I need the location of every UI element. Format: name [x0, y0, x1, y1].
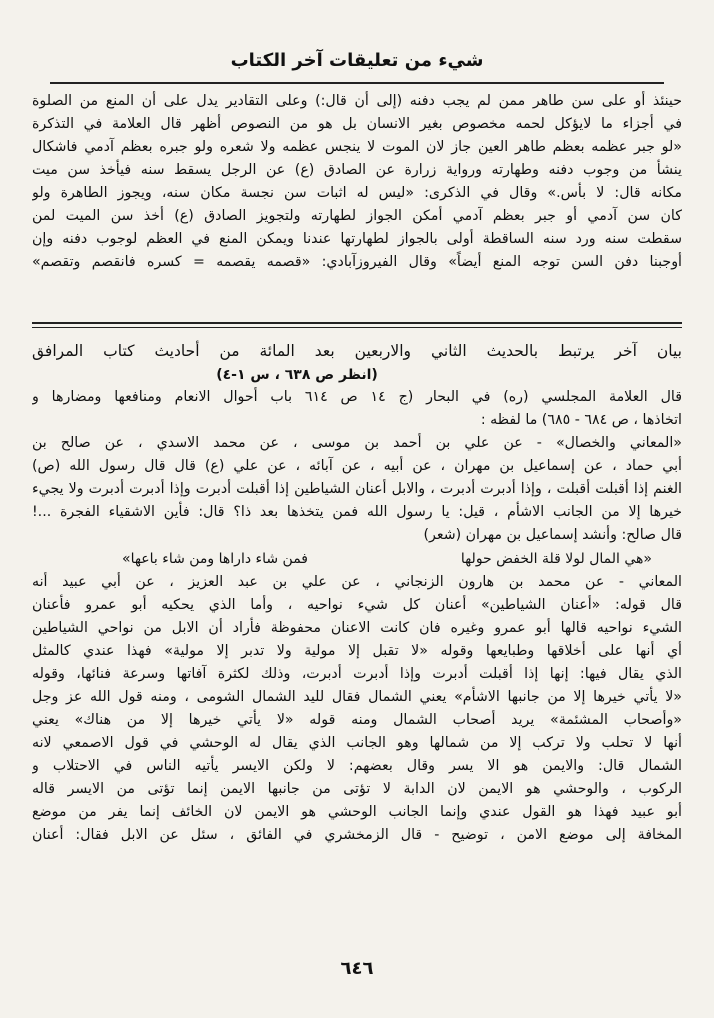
poem-hemistich-right: «هي المال لولا قلة الخفض حولها	[460, 551, 652, 567]
text-line: خيرها إلا من الجانب الاشأم ، قيل: يا رسول الله فمن يتخذها بعد ذا؟ قال: فأين الاشقياء الفجرة ...!	[32, 504, 682, 520]
text-line: الذي يقال فيها: إنها إذا أقبلت أدبرت وإذا أدبرت أدبرت، وذلك لكثرة آفاتها وسرعة فنائها، وقوله	[32, 666, 682, 682]
text-line: قال العلامة المجلسي (ره) في البحار (ج ١٤ ص ٦١٤ باب أحوال الانعام ومنافعها ومضارها و	[32, 389, 682, 405]
poem-intro: قال صالح: وأنشد إسماعيل بن مهران (شعر)	[423, 527, 682, 543]
text-line: «المعاني والخصال» - عن علي بن أحمد بن موسى ، عن محمد الاسدي ، عن صالح بن	[32, 435, 682, 451]
text-line: الشمال قال: والايمن هو الا يسر وقال بعضهم: لا ولكن الايسر يأتيه الناس في الاحتلاب و	[32, 758, 682, 774]
text-line: أوجبنا دفن السن توجه المنع أيضاً» وقال الفيروزآبادي: «قصمه يقصمه = كسره فانقصم وتقصم»	[32, 254, 682, 270]
section-title: بيان آخر يرتبط بالحديث الثاني والاربعين بعد المائة من أحاديث كتاب المرافق	[32, 342, 682, 360]
section-divider-thin	[32, 327, 682, 328]
text-line: أبي حماد ، عن إسماعيل بن مهران ، عن أبيه ، عن آبائه ، عن علي (ع) قال قال رسول الله (ص)	[32, 458, 682, 474]
text-line: كان سن آدمي أو جبر بعظم آدمي أمكن الجواز لطهارته ولتجويز الصادق (ع) أخذ سن الميت لمن	[32, 208, 682, 224]
text-line: «لو جبر عظمه بعظم طاهر العين جاز لان الموت لا ينجس عظمه ولا شعره ولو جبره بعظم آدمي فاشكال	[32, 139, 682, 155]
text-line: سقطت سنه ورد سنه الساقطة أولى بالجواز لطهارتها عندنا ويمكن المنع في العظم لوجوب دفنه وإن	[32, 231, 682, 247]
poem-verse	[32, 547, 682, 571]
text-line: المعاني - عن محمد بن هارون الزنجاني ، عن علي بن عبد العزيز ، عن أبي عبيد أنه	[32, 574, 682, 590]
text-line: الشيء نواحيه قالها أبو عمرو وغيره فان كانت الاعنان محفوظة فأراد أن الابل من نواحي الشياطين	[32, 620, 682, 636]
text-line: «لا يأتي خيرها إلا من جانبها الاشأم» يعني الشمال فقال لليد الشمال الشومى ، ومنه قول الله عز وجل	[32, 689, 682, 705]
section-reference: (انظر ص ٦٣٨ ، س ١-٤)	[216, 367, 378, 383]
text-line: أبو عبيد فهذا هو القول عندي وإنما الجانب الوحشي هو الايمن لان الخائف إنما يفر من موضع	[32, 804, 682, 820]
text-line: في أجزاء ما لايؤكل لحمه مخصوص بغير الانسان بل هو من النصوص أظهر قال العلامة في التذكرة	[32, 116, 682, 132]
page-number: ٦٤٦	[340, 958, 374, 979]
text-line: قال قوله: «أعنان الشياطين» أعنان كل شيء نواحيه ، وأما الذي يحكيه أبو عمرو فأعنان	[32, 597, 682, 613]
page-header-title: شيء من تعليقات آخر الكتاب	[230, 50, 484, 71]
text-line: حينئذ أو على سن طاهر ممن لم يجب دفنه (إلى أن قال:) وعلى التقادير يدل على أن المنع من الصلوة	[32, 93, 682, 109]
header-divider	[50, 82, 664, 84]
text-line: «وأصحاب المشئمة» يريد أصحاب الشمال ومنه قوله «لا يأتي خيرها إلا من هناك» يعني	[32, 712, 682, 728]
section-divider	[32, 322, 682, 324]
poem-hemistich-left: فمن شاء داراها ومن شاء باعها»	[122, 551, 308, 567]
text-line: مكانه قال: لا بأس.» وقال في الذكرى: «ليس له اثبات سن نجسة مكان سنه، ويجوز الطاهرة ولو	[32, 185, 682, 201]
text-line: اتخاذها ، ص ٦٨٤ - ٦٨٥) ما لفظه :	[480, 412, 682, 428]
appendix-block	[32, 338, 682, 847]
text-line: المخافة إلى موضع الامن ، توضيح - قال الزمخشري في الفائق ، سئل عن الابل فقال: أعنان	[32, 827, 682, 843]
text-line: الغنم إذا أقبلت أقبلت ، وإذا أدبرت أدبرت ، والابل أعنان الشياطين إذا أقبلت أدبرت وإذا أدبرت أدبرت ولا يجيء	[32, 481, 682, 497]
text-line: ينشأ من وجوب دفنه وطهارته ورواية زرارة عن الصادق (ع) عن الرجل يسقط سنه فيأخذ سن ميت	[32, 162, 682, 178]
text-line: أنها لا تحلب ولا تركب إلا من شمالها وهو الجانب الذي يقال له الوحشي في قول الاصمعي لانه	[32, 735, 682, 751]
text-line: أي أنها على أخلاقها وطبايعها وقوله «لا تقبل إلا مولية ولا تدبر إلا مولية» فهذا عندي كالمثل	[32, 643, 682, 659]
top-commentary-block	[32, 90, 682, 274]
text-line: الركوب ، والوحشي هو الايمن لان الدابة لا تؤتى من جانبها الايمن إنما تؤتى من الايسر قاله	[32, 781, 682, 797]
